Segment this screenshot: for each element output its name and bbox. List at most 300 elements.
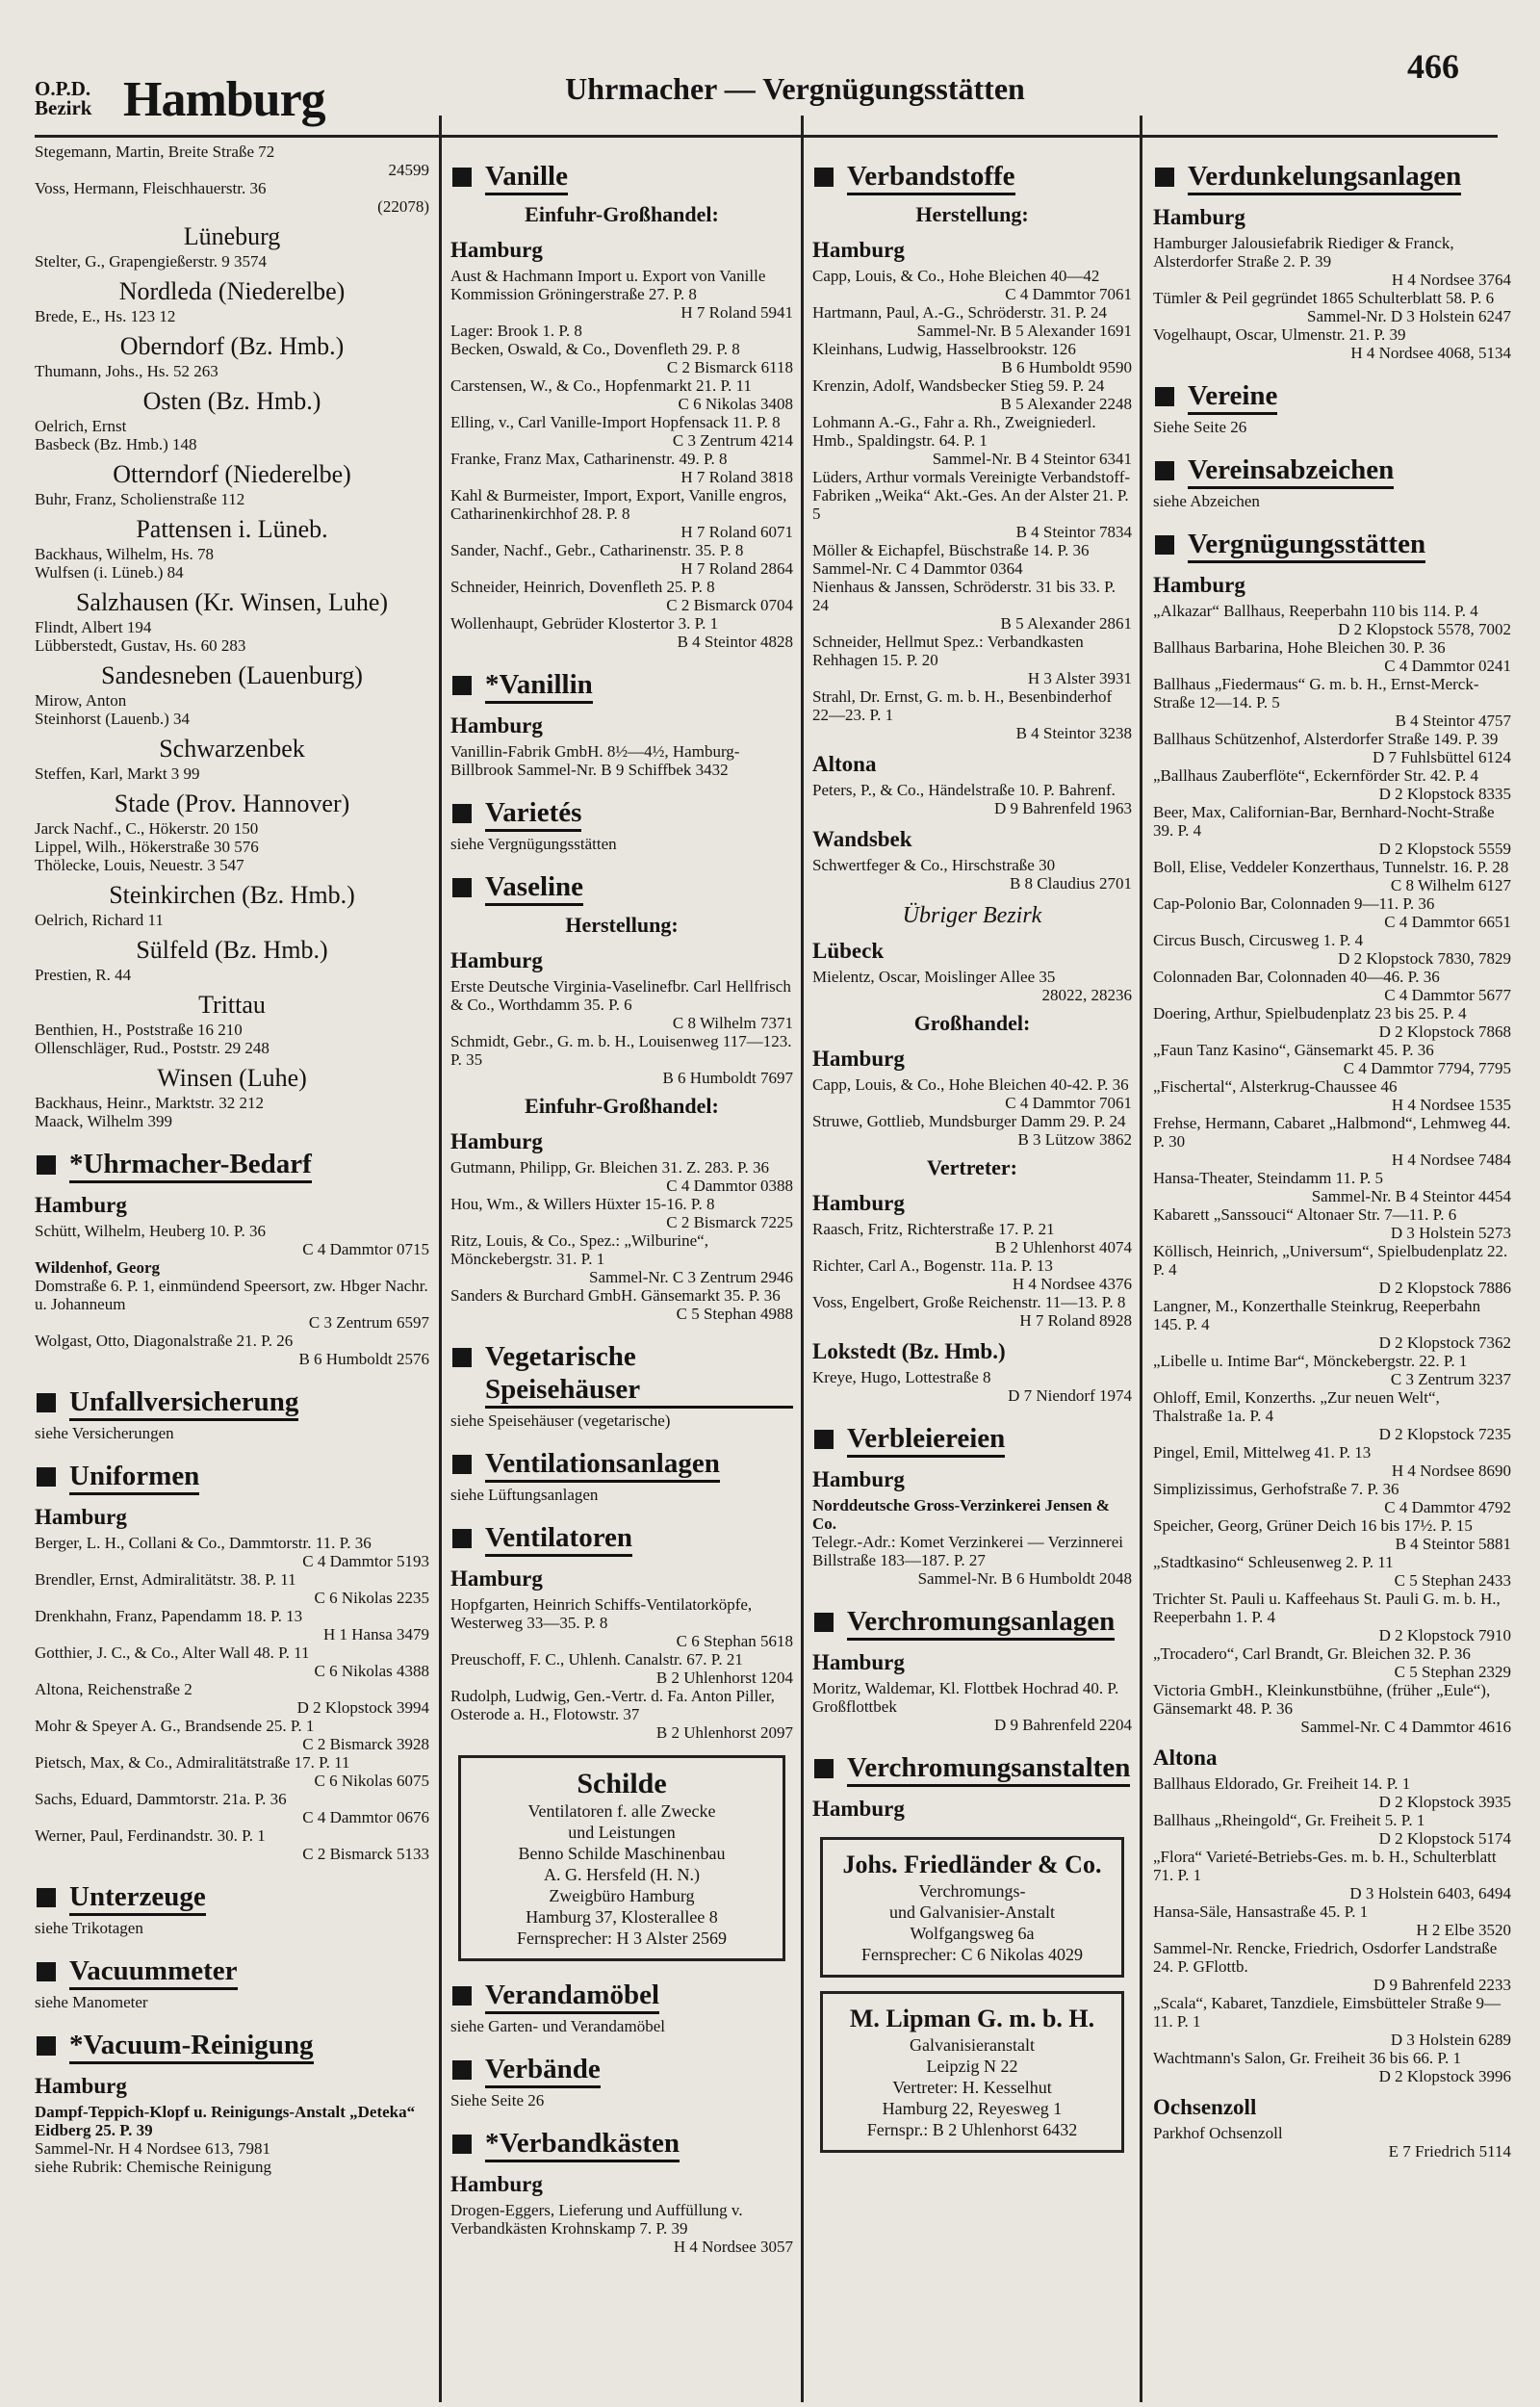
entry-phone: H 7 Roland 2864 bbox=[680, 559, 793, 578]
entry-phone: B 4 Steintor 4757 bbox=[1395, 712, 1511, 730]
directory-entry bbox=[450, 1286, 793, 1323]
entry-text: „Libelle u. Intime Bar“, Mönckebergstr. 22. P. 1 bbox=[1153, 1352, 1468, 1370]
directory-entry bbox=[35, 966, 429, 984]
directory-entry bbox=[1153, 1516, 1511, 1553]
directory-entry bbox=[1153, 1114, 1511, 1169]
entry-text: Kleinhans, Ludwig, Hasselbrookstr. 126 bbox=[812, 340, 1076, 358]
directory-entry bbox=[450, 1650, 793, 1687]
section-title: Verchromungsanlagen bbox=[847, 1605, 1115, 1641]
entry-text: Ohloff, Emil, Konzerths. „Zur neuen Welt“, Thalstraße 1a. P. 4 bbox=[1153, 1388, 1440, 1425]
directory-entry bbox=[35, 179, 429, 216]
entry-phone: Sammel-Nr. B 6 Humboldt 2048 bbox=[917, 1569, 1132, 1588]
section-title: Ventilatoren bbox=[485, 1521, 632, 1557]
page-title: Uhrmacher — Vergnügungsstätten bbox=[565, 71, 1025, 106]
directory-entry bbox=[35, 417, 429, 435]
directory-entry bbox=[450, 322, 793, 340]
entry-phone: B 6 Humboldt 7697 bbox=[662, 1069, 793, 1087]
entry-text: Kreye, Hugo, Lottestraße 8 bbox=[812, 1368, 991, 1386]
entry-text: Basbeck (Bz. Hmb.) 148 bbox=[35, 435, 197, 453]
ad-line: Zweigbüro Hamburg bbox=[549, 1886, 695, 1905]
entry-phone: 28022, 28236 bbox=[1041, 986, 1132, 1004]
directory-entry bbox=[450, 1687, 793, 1742]
ad-line: A. G. Hersfeld (H. N.) bbox=[544, 1865, 700, 1884]
city-heading: Hamburg bbox=[450, 713, 543, 738]
entry-text: Richter, Carl A., Bogenstr. 11a. P. 13 bbox=[812, 1256, 1053, 1275]
entry-phone: C 8 Wilhelm 6127 bbox=[1390, 876, 1511, 894]
entry-text: Lager: Brook 1. P. 8 bbox=[450, 322, 582, 340]
entry-text: Franke, Franz Max, Catharinenstr. 49. P. 8 bbox=[450, 450, 728, 468]
entry-phone: D 7 Fuhlsbüttel 6124 bbox=[1372, 748, 1511, 766]
entry-phone: Sammel-Nr. B 4 Steintor 4454 bbox=[1311, 1187, 1511, 1205]
entry-phone: C 4 Dammtor 0241 bbox=[1384, 657, 1511, 675]
entry-phone: B 3 Lützow 3862 bbox=[1017, 1130, 1132, 1149]
section-heading bbox=[450, 1340, 793, 1409]
entry-phone: B 2 Uhlenhorst 1204 bbox=[655, 1669, 793, 1687]
entry-text: Sammel-Nr. Rencke, Friedrich, Osdorfer Landstraße 24. P. GFlottb. bbox=[1153, 1939, 1498, 1976]
square-bullet-icon bbox=[37, 2036, 56, 2056]
entry-text: Domstraße 6. P. 1, einmündend Speersort, zw. Hbger Nachr. u. Johanneum bbox=[35, 1277, 428, 1313]
section-heading bbox=[1153, 160, 1511, 195]
directory-entry bbox=[35, 764, 429, 783]
section-heading bbox=[812, 1751, 1132, 1787]
entry-text: Parkhof Ochsenzoll bbox=[1153, 2124, 1283, 2142]
entry-phone: D 3 Holstein 6289 bbox=[1390, 2031, 1511, 2049]
directory-entry bbox=[812, 856, 1132, 893]
entry-phone: D 2 Klopstock 7886 bbox=[1378, 1279, 1511, 1297]
directory-entry bbox=[1153, 638, 1511, 675]
section-heading bbox=[450, 1447, 793, 1483]
entry-text: Hamburger Jalousiefabrik Riediger & Franck, Alsterdorfer Straße 2. P. 39 bbox=[1153, 234, 1454, 271]
square-bullet-icon bbox=[814, 1759, 834, 1778]
ad-line: und Galvanisier-Anstalt bbox=[888, 1902, 1056, 1922]
entry-text: Ballhaus Barbarina, Hohe Bleichen 30. P. 36 bbox=[1153, 638, 1446, 657]
entry-phone: C 4 Dammtor 0388 bbox=[666, 1177, 793, 1195]
entry-text: Capp, Louis, & Co., Hohe Bleichen 40—42 bbox=[812, 267, 1100, 285]
city-heading: Hamburg bbox=[812, 1047, 905, 1071]
entry-text: Oelrich, Ernst bbox=[35, 417, 127, 435]
section-heading bbox=[35, 2029, 429, 2064]
directory-entry bbox=[812, 1679, 1132, 1734]
section-heading bbox=[450, 2127, 793, 2162]
entry-phone: H 7 Roland 8928 bbox=[1019, 1311, 1132, 1330]
directory-entry bbox=[35, 691, 429, 710]
section-title: Vergnügungsstätten bbox=[1188, 528, 1425, 563]
entry-text: Maack, Wilhelm 399 bbox=[35, 1112, 172, 1130]
directory-entry bbox=[1153, 2124, 1511, 2161]
ad-line: Fernsprecher: C 6 Nikolas 4029 bbox=[861, 1945, 1083, 1964]
entry-phone: C 2 Bismarck 6118 bbox=[666, 358, 793, 376]
entry-phone: D 2 Klopstock 5578, 7002 bbox=[1338, 620, 1511, 638]
entry-text: Brede, E., Hs. 123 12 bbox=[35, 307, 176, 325]
section-heading bbox=[450, 1521, 793, 1557]
directory-entry bbox=[1153, 1352, 1511, 1388]
directory-entry bbox=[35, 1332, 429, 1368]
entry-text: „Stadtkasino“ Schleusenweg 2. P. 11 bbox=[1153, 1553, 1394, 1571]
directory-entry bbox=[1153, 1811, 1511, 1848]
square-bullet-icon bbox=[37, 1888, 56, 1907]
page-header bbox=[35, 47, 1498, 138]
city-heading: Hamburg bbox=[450, 238, 543, 262]
entry-text: Mirow, Anton bbox=[35, 691, 127, 710]
ad-line: Vertreter: H. Kesselhut bbox=[892, 2078, 1052, 2097]
directory-entry bbox=[35, 1680, 429, 1717]
section-heading bbox=[812, 160, 1132, 195]
entry-text: Peters, P., & Co., Händelstraße 10. P. Bahrenf. bbox=[812, 781, 1116, 799]
entry-text: Backhaus, Wilhelm, Hs. 78 bbox=[35, 545, 214, 563]
section-title: Varietés bbox=[485, 796, 581, 832]
directory-entry bbox=[450, 1195, 793, 1231]
entry-text: Wollenhaupt, Gebrüder Klostertor 3. P. 1 bbox=[450, 614, 719, 633]
directory-entry bbox=[1153, 1939, 1511, 1994]
directory-entry bbox=[35, 1607, 429, 1643]
section-heading bbox=[450, 1979, 793, 2014]
directory-entry bbox=[1153, 1242, 1511, 1297]
ad-line: Hamburg 22, Reyesweg 1 bbox=[882, 2099, 1063, 2118]
directory-entry bbox=[35, 1826, 429, 1863]
directory-entry bbox=[812, 340, 1132, 376]
ad-line: Verchromungs- bbox=[918, 1881, 1026, 1901]
square-bullet-icon bbox=[452, 1348, 472, 1367]
section-heading bbox=[35, 1954, 429, 1990]
town-heading: Lüneburg bbox=[183, 222, 281, 250]
directory-entry bbox=[450, 1158, 793, 1195]
city-heading: Lübeck bbox=[812, 939, 885, 963]
city-heading: Hamburg bbox=[450, 1566, 543, 1591]
entry-phone: H 2 Elbe 3520 bbox=[1416, 1921, 1511, 1939]
directory-entry bbox=[812, 1075, 1132, 1112]
entry-text: „Flora“ Varieté-Betriebs-Ges. m. b. H., Schulterblatt 71. P. 1 bbox=[1153, 1848, 1497, 1884]
city-heading: Hamburg bbox=[812, 1797, 905, 1821]
entry-phone: C 2 Bismarck 0704 bbox=[666, 596, 793, 614]
town-heading: Pattensen i. Lüneb. bbox=[136, 515, 328, 543]
entry-phone: B 2 Uhlenhorst 4074 bbox=[994, 1238, 1132, 1256]
section-heading bbox=[35, 1148, 429, 1183]
entry-text: Ballhaus Schützenhof, Alsterdorfer Straße 149. P. 39 bbox=[1153, 730, 1499, 748]
directory-entry bbox=[1153, 289, 1511, 325]
directory-entry bbox=[35, 307, 429, 325]
entry-text: Stelter, G., Grapengießerstr. 9 3574 bbox=[35, 252, 268, 271]
entry-text: Krenzin, Adolf, Wandsbecker Stieg 59. P. 24 bbox=[812, 376, 1105, 395]
town-heading: Osten (Bz. Hmb.) bbox=[142, 387, 321, 415]
directory-entry bbox=[1153, 1994, 1511, 2049]
ad-line: Benno Schilde Maschinenbau bbox=[518, 1844, 726, 1863]
entry-phone: D 2 Klopstock 7235 bbox=[1378, 1425, 1511, 1443]
directory-entry bbox=[35, 1277, 429, 1332]
directory-entry bbox=[450, 614, 793, 651]
directory-entry bbox=[35, 2139, 429, 2158]
entry-phone: B 8 Claudius 2701 bbox=[1009, 874, 1132, 893]
directory-entry bbox=[812, 1496, 1132, 1533]
section-heading bbox=[812, 1422, 1132, 1458]
directory-entry bbox=[450, 340, 793, 376]
directory-entry bbox=[1153, 858, 1511, 894]
entry-phone: C 5 Stephan 2433 bbox=[1394, 1571, 1511, 1590]
advertisement-box bbox=[820, 1837, 1124, 1978]
directory-entry bbox=[35, 490, 429, 508]
square-bullet-icon bbox=[1155, 168, 1174, 187]
ad-line: Galvanisieranstalt bbox=[910, 2035, 1035, 2055]
section-title: Vegetarische Speisehäuser bbox=[485, 1340, 793, 1409]
directory-entry bbox=[35, 710, 429, 728]
entry-phone: D 2 Klopstock 7362 bbox=[1378, 1333, 1511, 1352]
entry-text: Voss, Engelbert, Große Reichenstr. 11—13. P. 8 bbox=[812, 1293, 1126, 1311]
directory-entry bbox=[35, 1222, 429, 1258]
city-heading: Hamburg bbox=[1153, 573, 1245, 597]
entry-phone: H 7 Roland 6071 bbox=[680, 523, 793, 541]
entry-text: Thumann, Johs., Hs. 52 263 bbox=[35, 362, 218, 380]
section-heading bbox=[35, 1460, 429, 1495]
directory-entry bbox=[1153, 968, 1511, 1004]
entry-phone: B 4 Steintor 5881 bbox=[1395, 1535, 1511, 1553]
entry-text: Schneider, Hellmut Spez.: Verbandkasten Rehhagen 15. P. 20 bbox=[812, 633, 1084, 669]
entry-text: Cap-Polonio Bar, Colonnaden 9—11. P. 36 bbox=[1153, 894, 1435, 913]
entry-text: Struwe, Gottlieb, Mundsburger Damm 29. P. 24 bbox=[812, 1112, 1126, 1130]
column-rule bbox=[1140, 116, 1142, 2402]
entry-text: Schütt, Wilhelm, Heuberg 10. P. 36 bbox=[35, 1222, 266, 1240]
square-bullet-icon bbox=[452, 804, 472, 823]
entry-text: Steffen, Karl, Markt 3 99 bbox=[35, 764, 200, 783]
square-bullet-icon bbox=[37, 1393, 56, 1412]
entry-text: Doering, Arthur, Spielbudenplatz 23 bis 25. P. 4 bbox=[1153, 1004, 1467, 1022]
directory-entry bbox=[812, 541, 1132, 578]
city-heading: Ochsenzoll bbox=[1153, 2095, 1257, 2119]
square-bullet-icon bbox=[452, 676, 472, 695]
entry-phone: D 2 Klopstock 3994 bbox=[296, 1698, 429, 1717]
entry-text: Beer, Max, Californian-Bar, Bernhard-Nocht-Straße 39. P. 4 bbox=[1153, 803, 1495, 840]
section-heading bbox=[35, 1385, 429, 1421]
entry-text: Altona, Reichenstraße 2 bbox=[35, 1680, 192, 1698]
square-bullet-icon bbox=[814, 1430, 834, 1449]
entry-text: Thölecke, Louis, Neuestr. 3 547 bbox=[35, 856, 244, 874]
column-4 bbox=[1145, 142, 1511, 2400]
section-title: Uniformen bbox=[69, 1460, 199, 1495]
directory-entry bbox=[450, 376, 793, 413]
opd-label: O.P.D. bbox=[35, 77, 91, 100]
entry-phone: D 2 Klopstock 7830, 7829 bbox=[1338, 949, 1511, 968]
entry-text: Wolgast, Otto, Diagonalstraße 21. P. 26 bbox=[35, 1332, 294, 1350]
entry-phone: (22078) bbox=[377, 197, 429, 216]
advertisement-box bbox=[458, 1755, 785, 1961]
square-bullet-icon bbox=[814, 168, 834, 187]
entry-text: Berger, L. H., Collani & Co., Dammtorstr. 11. P. 36 bbox=[35, 1534, 372, 1552]
entry-phone: B 6 Humboldt 9590 bbox=[1001, 358, 1132, 376]
directory-entry bbox=[35, 1643, 429, 1680]
entry-phone: D 2 Klopstock 5559 bbox=[1378, 840, 1511, 858]
city-heading: Lokstedt (Bz. Hmb.) bbox=[812, 1339, 1006, 1363]
directory-entry bbox=[35, 2158, 429, 2176]
city-heading: Hamburg bbox=[1153, 205, 1245, 229]
directory-entry bbox=[812, 1533, 1132, 1588]
entry-text: Backhaus, Heinr., Marktstr. 32 212 bbox=[35, 1094, 264, 1112]
square-bullet-icon bbox=[452, 168, 472, 187]
subsection-heading: Großhandel: bbox=[913, 1011, 1031, 1035]
section-title: *Uhrmacher-Bedarf bbox=[69, 1148, 312, 1183]
directory-entry bbox=[812, 468, 1132, 541]
section-title: Verbleiereien bbox=[847, 1422, 1005, 1458]
ad-line: Leipzig N 22 bbox=[926, 2057, 1018, 2076]
cross-reference: siehe Manometer bbox=[35, 1993, 148, 2011]
column-3 bbox=[807, 142, 1138, 2400]
entry-text: Boll, Elise, Veddeler Konzerthaus, Tunnelstr. 16. P. 28 bbox=[1153, 858, 1509, 876]
entry-text: Ballhaus „Fiedermaus“ G. m. b. H., Ernst-Merck-Straße 12—14. P. 5 bbox=[1153, 675, 1479, 712]
city-heading: Altona bbox=[1153, 1746, 1218, 1770]
entry-text: „Alkazar“ Ballhaus, Reeperbahn 110 bis 114. P. 4 bbox=[1153, 602, 1478, 620]
entry-phone: B 4 Steintor 7834 bbox=[1015, 523, 1132, 541]
town-heading: Schwarzenbek bbox=[159, 735, 305, 763]
entry-phone: B 5 Alexander 2248 bbox=[1000, 395, 1132, 413]
entry-text: Gotthier, J. C., & Co., Alter Wall 48. P. 11 bbox=[35, 1643, 310, 1662]
entry-text: Nienhaus & Janssen, Schröderstr. 31 bis 33. P. 24 bbox=[812, 578, 1116, 614]
cross-reference: Siehe Seite 26 bbox=[450, 2091, 545, 2109]
entry-phone: C 8 Wilhelm 7371 bbox=[672, 1014, 793, 1032]
entry-phone: C 4 Dammtor 7061 bbox=[1005, 285, 1132, 303]
entry-text: Moritz, Waldemar, Kl. Flottbek Hochrad 40. P. Großflottbek bbox=[812, 1679, 1119, 1716]
section-heading bbox=[1153, 379, 1511, 415]
entry-text: Ballhaus „Rheingold“, Gr. Freiheit 5. P. 1 bbox=[1153, 1811, 1425, 1829]
section-title: Unfallversicherung bbox=[69, 1385, 298, 1421]
entry-phone: C 5 Stephan 4988 bbox=[676, 1305, 793, 1323]
directory-entry bbox=[1153, 1774, 1511, 1811]
entry-text: Erste Deutsche Virginia-Vaselinefbr. Carl Hellfrisch & Co., Worthdamm 35. P. 6 bbox=[450, 977, 791, 1014]
cross-reference: siehe Abzeichen bbox=[1153, 492, 1260, 510]
town-heading: Sandesneben (Lauenburg) bbox=[101, 661, 363, 689]
directory-entry bbox=[812, 267, 1132, 303]
entry-phone: C 4 Dammtor 5193 bbox=[302, 1552, 429, 1570]
directory-entry bbox=[35, 1039, 429, 1057]
subsection-heading: Einfuhr-Großhandel: bbox=[525, 1094, 719, 1118]
entry-text: „Ballhaus Zauberflöte“, Eckernförder Str. 42. P. 4 bbox=[1153, 766, 1479, 785]
entry-phone: D 2 Klopstock 3935 bbox=[1378, 1793, 1511, 1811]
ad-line: Wolfgangsweg 6a bbox=[910, 1924, 1035, 1943]
directory-entry bbox=[450, 486, 793, 541]
directory-entry bbox=[35, 1094, 429, 1112]
entry-text: Hartmann, Paul, A.-G., Schröderstr. 31. P. 24 bbox=[812, 303, 1107, 322]
entry-phone: H 4 Nordsee 7484 bbox=[1391, 1151, 1511, 1169]
directory-entry bbox=[812, 376, 1132, 413]
entry-text: Pingel, Emil, Mittelweg 41. P. 13 bbox=[1153, 1443, 1372, 1462]
directory-entry bbox=[35, 618, 429, 636]
entry-text: Sanders & Burchard GmbH. Gänsemarkt 35. P. 36 bbox=[450, 1286, 781, 1305]
entry-phone: C 2 Bismarck 7225 bbox=[666, 1213, 793, 1231]
section-heading bbox=[812, 1605, 1132, 1641]
directory-entry bbox=[1153, 1388, 1511, 1443]
directory-entry bbox=[35, 252, 429, 271]
square-bullet-icon bbox=[452, 1455, 472, 1474]
town-heading: Winsen (Luhe) bbox=[157, 1064, 307, 1092]
directory-entry bbox=[35, 1258, 429, 1277]
entry-text: Colonnaden Bar, Colonnaden 40—46. P. 36 bbox=[1153, 968, 1440, 986]
directory-entry bbox=[450, 578, 793, 614]
entry-text: Telegr.-Adr.: Komet Verzinkerei — Verzinnerei Billstraße 183—187. P. 27 bbox=[812, 1533, 1123, 1569]
entry-text: Möller & Eichapfel, Büschstraße 14. P. 36 Sammel-Nr. C 4 Dammtor 0364 bbox=[812, 541, 1090, 578]
advertisement-box bbox=[820, 1991, 1124, 2153]
directory-entry bbox=[1153, 766, 1511, 803]
entry-phone: C 3 Zentrum 6597 bbox=[308, 1313, 429, 1332]
directory-entry bbox=[1153, 1848, 1511, 1902]
entry-text: Hopfgarten, Heinrich Schiffs-Ventilatorköpfe, Westerweg 33—35. P. 8 bbox=[450, 1595, 753, 1632]
entry-text: Lohmann A.-G., Fahr a. Rh., Zweigniederl. Hmb., Spaldingstr. 64. P. 1 bbox=[812, 413, 1096, 450]
entry-text: Mielentz, Oscar, Moislinger Allee 35 bbox=[812, 968, 1056, 986]
directory-entry bbox=[1153, 931, 1511, 968]
directory-entry bbox=[35, 2103, 429, 2139]
entry-text: Schmidt, Gebr., G. m. b. H., Louisenweg 117—123. P. 35 bbox=[450, 1032, 792, 1069]
entry-text: Preuschoff, F. C., Uhlenh. Canalstr. 67. P. 21 bbox=[450, 1650, 743, 1669]
directory-entry bbox=[812, 1256, 1132, 1293]
entry-text: Aust & Hachmann Import u. Export von Vanille Kommission Gröningerstraße 27. P. 8 bbox=[450, 267, 766, 303]
entry-text: Lüders, Arthur vormals Vereinigte Verbandstoff-Fabriken „Weika“ Akt.-Ges. An der Alster 21. P. 5 bbox=[812, 468, 1131, 523]
entry-text: Prestien, R. 44 bbox=[35, 966, 132, 984]
entry-text: Voss, Hermann, Fleischhauerstr. 36 bbox=[35, 179, 267, 197]
entry-text: Carstensen, W., & Co., Hopfenmarkt 21. P. 11 bbox=[450, 376, 752, 395]
entry-phone: C 4 Dammtor 4792 bbox=[1384, 1498, 1511, 1516]
cross-reference: siehe Trikotagen bbox=[35, 1919, 143, 1937]
entry-phone: C 4 Dammtor 7794, 7795 bbox=[1343, 1059, 1511, 1077]
entry-phone: B 4 Steintor 4828 bbox=[677, 633, 793, 651]
entry-text: Buhr, Franz, Scholienstraße 112 bbox=[35, 490, 245, 508]
cross-reference: siehe Garten- und Verandamöbel bbox=[450, 2017, 665, 2035]
square-bullet-icon bbox=[37, 1155, 56, 1175]
section-title: *Vanillin bbox=[485, 668, 593, 704]
entry-text: Becken, Oswald, & Co., Dovenfleth 29. P. 8 bbox=[450, 340, 740, 358]
cross-reference: siehe Speisehäuser (vegetarische) bbox=[450, 1411, 671, 1430]
directory-entry bbox=[812, 1293, 1132, 1330]
directory-entry bbox=[35, 1570, 429, 1607]
entry-text: Wildenhof, Georg bbox=[35, 1258, 161, 1277]
entry-text: Trichter St. Pauli u. Kaffeehaus St. Pauli G. m. b. H., Reeperbahn 1. P. 4 bbox=[1153, 1590, 1501, 1626]
directory-entry bbox=[1153, 1644, 1511, 1681]
directory-entry bbox=[1153, 1590, 1511, 1644]
city-heading: Hamburg bbox=[812, 1650, 905, 1674]
entry-phone: C 6 Nikolas 3408 bbox=[678, 395, 793, 413]
city-heading: Hamburg bbox=[450, 2172, 543, 2196]
directory-entry bbox=[35, 362, 429, 380]
region-heading: Übriger Bezirk bbox=[902, 903, 1042, 928]
entry-phone: B 5 Alexander 2861 bbox=[1000, 614, 1132, 633]
entry-phone: Sammel-Nr. C 4 Dammtor 4616 bbox=[1300, 1718, 1511, 1736]
section-heading bbox=[450, 796, 793, 832]
directory-entry bbox=[812, 968, 1132, 1004]
ad-title: M. Lipman G. m. b. H. bbox=[849, 2005, 1095, 2032]
directory-entry bbox=[450, 413, 793, 450]
directory-entry bbox=[35, 838, 429, 856]
entry-text: Benthien, H., Poststraße 16 210 bbox=[35, 1021, 243, 1039]
entry-phone: C 4 Dammtor 0715 bbox=[302, 1240, 429, 1258]
entry-text: Sachs, Eduard, Dammtorstr. 21a. P. 36 bbox=[35, 1790, 287, 1808]
section-title: Verandamöbel bbox=[485, 1979, 659, 2014]
column-2 bbox=[445, 142, 799, 2400]
entry-text: Ritz, Louis, & Co., Spez.: „Wilburine“, Mönckebergstr. 31. P. 1 bbox=[450, 1231, 708, 1268]
entry-phone: B 4 Steintor 3238 bbox=[1015, 724, 1132, 742]
section-title: *Verbandkästen bbox=[485, 2127, 680, 2162]
city-heading: Hamburg bbox=[35, 2074, 127, 2098]
city-heading: Hamburg bbox=[35, 1505, 127, 1529]
square-bullet-icon bbox=[452, 2060, 472, 2080]
directory-entry bbox=[812, 1220, 1132, 1256]
entry-text: Raasch, Fritz, Richterstraße 17. P. 21 bbox=[812, 1220, 1055, 1238]
directory-entry bbox=[1153, 325, 1511, 362]
entry-text: Rudolph, Ludwig, Gen.-Vertr. d. Fa. Anton Piller, Osterode a. H., Flotowstr. 37 bbox=[450, 1687, 775, 1723]
entry-text: Mohr & Speyer A. G., Brandsende 25. P. 1 bbox=[35, 1717, 315, 1735]
city-heading: Wandsbek bbox=[812, 827, 912, 851]
entry-phone: C 5 Stephan 2329 bbox=[1394, 1663, 1511, 1681]
entry-text: Hou, Wm., & Willers Hüxter 15-16. P. 8 bbox=[450, 1195, 715, 1213]
town-heading: Stade (Prov. Hannover) bbox=[114, 789, 350, 817]
town-heading: Otterndorf (Niederelbe) bbox=[113, 460, 351, 488]
entry-phone: D 2 Klopstock 5174 bbox=[1378, 1829, 1511, 1848]
section-heading bbox=[450, 160, 793, 195]
entry-text: Flindt, Albert 194 bbox=[35, 618, 152, 636]
directory-entry bbox=[1153, 1077, 1511, 1114]
